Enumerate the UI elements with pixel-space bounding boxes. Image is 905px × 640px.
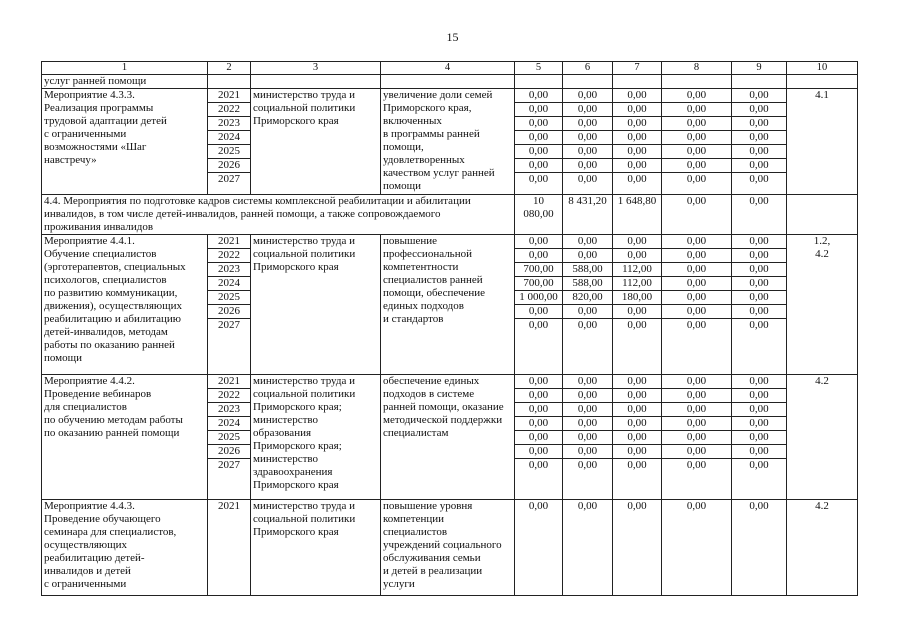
cell-line: 0,00 [563,249,612,263]
cell-line: 0,00 [662,305,731,319]
cell-line: 0,00 [749,319,769,331]
cell-line: психологов, специалистов [44,274,167,286]
value-col-6 [563,235,613,375]
cell-line: 820,00 [563,291,612,305]
cell-line: министерство труда и [253,375,355,387]
value-col-6 [563,89,613,195]
cell-line: 0,00 [749,459,769,471]
cell-line: удовлетворенных [383,154,465,166]
value-col-9 [732,235,787,375]
cell-line: 0,00 [732,305,786,319]
cell-line: Мероприятие 4.4.1. [44,235,135,247]
cell-line: 0,00 [613,417,661,431]
year-cell: 2021 [208,500,251,596]
cell-line: по обучению методам работы [44,414,183,426]
cell-line: 2022 [208,389,250,403]
cell-line: Приморского края [253,479,339,491]
cell-line: 0,00 [613,403,661,417]
cell-line: обеспечение единых [383,375,480,387]
cell-line: 0,00 [563,417,612,431]
cell-line: реабилитацию и абилитацию [44,313,182,325]
cell-line: обслуживания семьи [383,552,481,564]
cell-line: министерство [253,414,319,426]
cell-line: 0,00 [528,319,549,331]
cell-line: 0,00 [662,235,731,249]
cell-line: 0,00 [563,389,612,403]
cell-line: ранней помощи, оказание [383,401,504,413]
cell-line: министерство труда и [253,235,355,247]
cell-line: и детей в реализации [383,565,483,577]
value-col-9 [732,89,787,195]
value-col-6: 0,00 [563,500,613,596]
cell-line: 0,00 [732,249,786,263]
cell-line: увеличение доли семей [383,89,493,101]
value-col-5: 0,00 [515,500,563,596]
cell-line: помощи, [383,141,424,153]
value-col-7 [613,235,662,375]
value-col-7 [613,89,662,195]
cell-line: 1.2, [813,235,831,247]
cell-line: 0,00 [662,291,731,305]
target-ref-cell: 4.1 [787,89,858,195]
cell-line: с ограниченными [44,578,127,590]
cell-line: Приморского края [253,526,339,538]
cell-line: 0,00 [662,117,731,131]
cell-line: 0,00 [613,103,661,117]
section-total-7: 1 648,80 [613,195,662,235]
cell-line: 4.4. Мероприятия по подготовке кадров системы комплексной реабилитации и абилитации [44,195,471,207]
executor-cell [251,235,381,375]
cell-line: 0,00 [613,117,661,131]
cell-line: компетенции [383,513,445,525]
cell-line: 4.2 [815,248,829,260]
cell-line: 0,00 [563,445,612,459]
cell-line: 0,00 [732,375,786,389]
cell-line: проживания инвалидов [44,221,154,233]
cell-line: 0,00 [613,131,661,145]
cell-line: 0,00 [662,375,731,389]
cell-line: 588,00 [563,277,612,291]
cell-line: Приморского края; [253,440,342,452]
cell-line: 0,00 [563,117,612,131]
cell-line: 0,00 [563,305,612,319]
cell-line: 0,00 [613,159,661,173]
cell-line: 0,00 [686,319,707,331]
cell-line: министерство труда и [253,89,355,101]
cell-line: 2026 [208,305,250,319]
cell-line: специалистов ранней [383,274,483,286]
cell-line: 2027 [218,173,240,185]
cell-line: специалистам [383,427,449,439]
cell-line: 0,00 [515,89,562,103]
cell-line: 0,00 [515,375,562,389]
cell-line: 0,00 [732,403,786,417]
header-row [42,62,858,75]
cell-line: 0,00 [563,131,612,145]
cell-line: 0,00 [749,173,769,185]
header-cell: 3 [251,62,381,75]
value-col-8: 0,00 [662,500,732,596]
header-cell: 6 [563,62,613,75]
cell-line: 0,00 [515,431,562,445]
table-row [42,89,858,195]
table-row [42,500,858,596]
cell-line: 0,00 [662,417,731,431]
cell-line: 0,00 [627,319,647,331]
cell-line: 2024 [208,131,250,145]
cell-line: социальной политики [253,513,356,525]
cell-line: 0,00 [528,173,549,185]
cell-line: профессиональной [383,248,472,260]
cell-line: 1 000,00 [515,291,562,305]
cell-line: 0,00 [732,417,786,431]
cell-line: 588,00 [563,263,612,277]
cell-line: 2023 [208,403,250,417]
cell-line: работы по оказанию ранней [44,339,175,351]
cell-line: включенных [383,115,442,127]
cell-line: 0,00 [515,445,562,459]
measures-table [41,61,858,596]
cell-line: 0,00 [662,249,731,263]
cell-line: 0,00 [577,459,598,471]
result-cell [381,375,515,500]
header-cell: 10 [787,62,858,75]
target-ref-cell [787,235,858,375]
cell-line: 0,00 [732,263,786,277]
cell-line: по развитию коммуникации, [44,287,178,299]
cell-line: компетентности [383,261,459,273]
value-col-9: 0,00 [732,500,787,596]
section-total-5: 10 080,00 [515,195,563,235]
cell-line: 0,00 [686,459,707,471]
section-title-cell [42,195,515,235]
value-col-8 [662,89,732,195]
section-row [42,195,858,235]
cell-line: 0,00 [662,431,731,445]
cell-line: министерство труда и [253,500,355,512]
executor-cell [251,500,381,596]
cell-line: 0,00 [613,249,661,263]
cell-line: 0,00 [732,235,786,249]
cell-line: реабилитацию детей- [44,552,145,564]
cell-line: возможностями «Шаг [44,141,147,153]
cell-line: Проведение обучающего [44,513,161,525]
cell-line: для специалистов [44,401,127,413]
cell-line: 0,00 [613,145,661,159]
table-row [42,235,858,375]
cell-line: 0,00 [627,459,647,471]
cell-line: помощи [44,352,82,364]
measure-name-cell [42,500,208,596]
years-cell [208,235,251,375]
cell-line: учреждений социального [383,539,502,551]
cell-line: 0,00 [732,159,786,173]
cell-line: 0,00 [577,173,598,185]
target-ref-cell: 4.2 [787,375,858,500]
cell-line: 0,00 [662,159,731,173]
measure-name-cell [42,89,208,195]
cell-line: 2027 [218,459,240,471]
cell-line: 2022 [208,103,250,117]
cell-line: 0,00 [662,103,731,117]
cell-line: 0,00 [563,159,612,173]
value-col-6 [563,375,613,500]
cell-line: повышение уровня [383,500,473,512]
continuation-row [42,75,858,89]
cell-line: 0,00 [515,249,562,263]
value-col-8 [662,375,732,500]
cell-line: 0,00 [732,431,786,445]
cell-line: Реализация программы [44,102,154,114]
cell-line: Проведение вебинаров [44,388,152,400]
cell-line: навстречу» [44,154,97,166]
section-total-6: 8 431,20 [563,195,613,235]
cell-line: 0,00 [662,131,731,145]
cell-line: 0,00 [732,145,786,159]
cell-line: 0,00 [662,263,731,277]
cell-line: 0,00 [613,431,661,445]
executor-cell [251,375,381,500]
cell-line: 0,00 [732,291,786,305]
cell-line: 2024 [208,417,250,431]
cell-line: повышение [383,235,437,247]
page-number: 15 [446,30,459,44]
cell-line: Приморского края [253,261,339,273]
cell-line: 0,00 [515,235,562,249]
cell-line: 0,00 [662,277,731,291]
result-cell [381,235,515,375]
cell-line: осуществляющих [44,539,127,551]
cell-line: 2025 [208,145,250,159]
cell-line: министерство [253,453,319,465]
target-ref-cell: 4.2 [787,500,858,596]
header-cell: 7 [613,62,662,75]
cell-line: услуги [383,578,415,590]
value-col-5 [515,235,563,375]
cell-line: Приморского края; [253,401,342,413]
cell-line: образования [253,427,312,439]
cell-line: помощи, обеспечение [383,287,486,299]
cell-line: (эрготерапевтов, специальных [44,261,186,273]
cell-line: 0,00 [515,403,562,417]
value-col-9 [732,375,787,500]
cell-line: Приморского края, [383,102,472,114]
cell-line: инвалидов, в том числе детей-инвалидов, ранней помощи, а также сопровождаемого [44,208,441,220]
cell-line: 0,00 [563,235,612,249]
cell-line: 0,00 [515,103,562,117]
cell-line: 0,00 [563,145,612,159]
cell-line: и стандартов [383,313,444,325]
cell-line: 2022 [208,249,250,263]
cell-line: социальной политики [253,248,356,260]
cell-line: 0,00 [613,375,661,389]
cell-line: 0,00 [662,403,731,417]
value-col-5 [515,375,563,500]
cell-line: 700,00 [515,277,562,291]
cell-line: единых подходов [383,300,464,312]
cell-line: 0,00 [563,375,612,389]
cell-line: 180,00 [613,291,661,305]
value-col-7: 0,00 [613,500,662,596]
cell-line: 2023 [208,117,250,131]
cell-line: 0,00 [613,445,661,459]
value-col-5 [515,89,563,195]
cell-line: 2025 [208,291,250,305]
cell-line: 0,00 [515,305,562,319]
cell-line: 112,00 [613,277,661,291]
measure-name-cell [42,375,208,500]
cell-line: 2024 [208,277,250,291]
cell-line: 0,00 [613,89,661,103]
cell-line: 0,00 [627,173,647,185]
cell-line: движения), осуществляющих [44,300,183,312]
cell-line: здравоохранения [253,466,333,478]
cell-line: 0,00 [563,89,612,103]
cell-line: 0,00 [662,89,731,103]
cell-line: детей-инвалидов, методам [44,326,168,338]
cell-line: семинара для специалистов, [44,526,177,538]
years-cell [208,375,251,500]
value-col-8 [662,235,732,375]
measure-name-cell [42,235,208,375]
executor-cell [251,89,381,195]
value-col-7 [613,375,662,500]
cell-line: 0,00 [515,131,562,145]
cell-line: социальной политики [253,102,356,114]
section-total-9: 0,00 [732,195,787,235]
cell-line: 2026 [208,159,250,173]
cell-line: 0,00 [515,389,562,403]
cell-line: методической поддержки [383,414,503,426]
cell-line: 0,00 [563,103,612,117]
cell-line: Мероприятие 4.3.3. [44,89,135,101]
cell-line: 2021 [208,375,250,389]
cell-line: 0,00 [732,131,786,145]
result-cell [381,89,515,195]
cell-line: в программы ранней [383,128,480,140]
cell-line: 0,00 [563,431,612,445]
cell-line: 0,00 [686,173,707,185]
cell-line: 0,00 [662,145,731,159]
cell-line: 0,00 [662,389,731,403]
cell-line: 0,00 [613,305,661,319]
result-cell [381,500,515,596]
cell-line: 0,00 [515,417,562,431]
cell-line: Обучение специалистов [44,248,157,260]
cell-line: 2021 [208,235,250,249]
cell-line: качеством услуг ранней [383,167,495,179]
cell-line: 2025 [208,431,250,445]
cell-line: 0,00 [515,117,562,131]
header-cell: 4 [381,62,515,75]
cell-line: 0,00 [528,459,549,471]
header-cell: 5 [515,62,563,75]
cell-line: 0,00 [732,445,786,459]
cell-line: 0,00 [613,389,661,403]
cell-line: 0,00 [732,389,786,403]
cell-line: 0,00 [732,89,786,103]
cell-line: 0,00 [732,277,786,291]
years-cell [208,89,251,195]
cell-line: 2026 [208,445,250,459]
header-cell: 8 [662,62,732,75]
cell-line: трудовой адаптации детей [44,115,167,127]
cell-line: Мероприятие 4.4.2. [44,375,135,387]
cell-line: по оказанию ранней помощи [44,427,180,439]
cell-line: 0,00 [577,319,598,331]
cell-line: Мероприятие 4.4.3. [44,500,135,512]
cell-line: 0,00 [662,445,731,459]
header-cell: 1 [42,62,208,75]
cell-line: 0,00 [563,403,612,417]
header-cell: 2 [208,62,251,75]
cell-line: 2021 [208,89,250,103]
cell-line: 0,00 [515,145,562,159]
cell-line: 700,00 [515,263,562,277]
cell-line: 112,00 [613,263,661,277]
cell-line: 0,00 [613,235,661,249]
section-total-8: 0,00 [662,195,732,235]
table-row [42,375,858,500]
cell-line: 2023 [208,263,250,277]
cell-line: социальной политики [253,388,356,400]
cell-line: Приморского края [253,115,339,127]
header-cell: 9 [732,62,787,75]
cell-line: специалистов [383,526,448,538]
cell-line: 0,00 [732,117,786,131]
cell-line: помощи [383,180,421,192]
cell-line: 2027 [218,319,240,331]
cell-line: с ограниченными [44,128,127,140]
cell-line: инвалидов и детей [44,565,131,577]
cell-line: 0,00 [515,159,562,173]
cell-line: подходов в системе [383,388,475,400]
cell-line: 0,00 [732,103,786,117]
continuation-text: услуг ранней помощи [42,75,208,89]
